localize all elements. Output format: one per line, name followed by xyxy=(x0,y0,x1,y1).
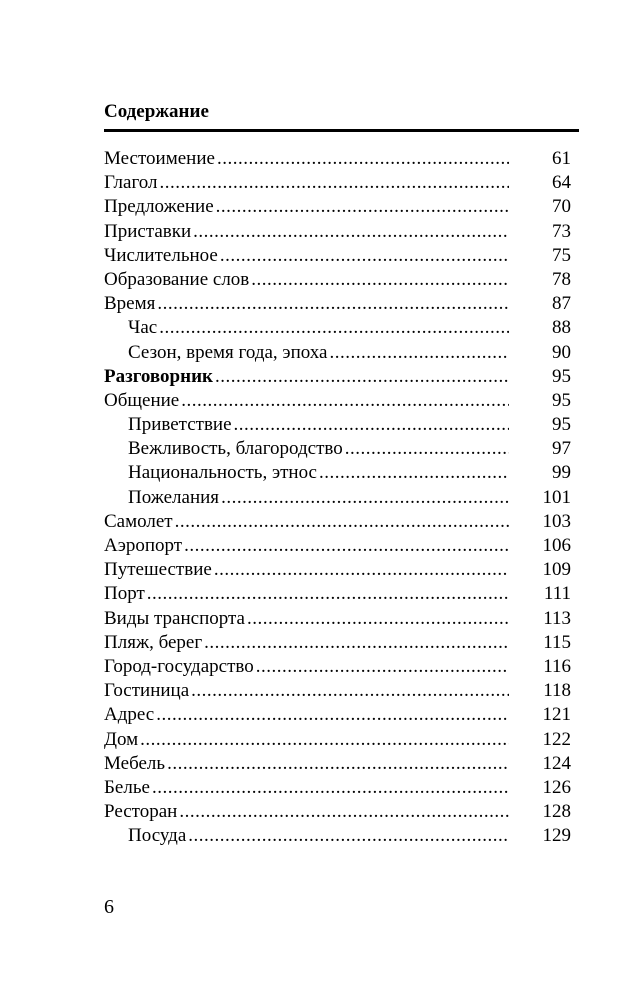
toc-entry xyxy=(104,752,571,776)
dot-leader xyxy=(175,510,509,534)
toc-entry-page: 73 xyxy=(552,220,571,242)
toc-entry xyxy=(104,244,571,268)
toc-entry-page: 116 xyxy=(543,655,571,677)
toc-entry xyxy=(104,389,571,413)
toc-entry-page: 115 xyxy=(543,631,571,653)
dot-leader xyxy=(256,655,509,679)
toc-entry xyxy=(104,703,571,727)
dot-leader xyxy=(156,703,509,727)
toc-entry-title: Порт xyxy=(104,583,145,605)
dot-leader xyxy=(167,752,509,776)
toc-entry-page: 128 xyxy=(542,801,571,823)
dot-leader xyxy=(160,171,509,195)
dot-leader xyxy=(204,631,509,655)
toc-entry-title: Сезон, время года, эпоха xyxy=(128,341,328,363)
toc-entry-page: 126 xyxy=(542,776,571,798)
toc-entry xyxy=(104,171,571,195)
toc-entry-title: Местоимение xyxy=(104,148,215,169)
toc-entry-title: Разговорник xyxy=(104,365,213,387)
dot-leader xyxy=(319,461,509,485)
toc-entry-title: Образование слов xyxy=(104,268,250,290)
toc-entry-title: Час xyxy=(128,317,158,339)
dot-leader xyxy=(247,607,509,631)
dot-leader xyxy=(184,534,509,558)
toc-entry-page: 78 xyxy=(552,268,571,290)
toc-entry-page: 101 xyxy=(542,486,571,508)
toc-entry-page: 121 xyxy=(542,704,571,726)
dot-leader xyxy=(215,365,509,389)
toc-entry-page: 87 xyxy=(552,293,571,315)
table-of-contents xyxy=(104,147,571,848)
toc-entry xyxy=(104,582,571,606)
toc-entry-title: Дом xyxy=(104,728,139,750)
dot-leader xyxy=(329,341,509,365)
toc-entry-page: 90 xyxy=(552,341,571,363)
toc-entry-page: 113 xyxy=(543,607,571,629)
toc-entry xyxy=(104,437,571,461)
dot-leader xyxy=(193,220,509,244)
toc-entry-title: Самолет xyxy=(104,510,173,532)
dot-leader xyxy=(345,437,509,461)
toc-entry-page: 75 xyxy=(552,244,571,266)
dot-leader xyxy=(181,389,509,413)
toc-entry xyxy=(104,655,571,679)
toc-entry-title: Приставки xyxy=(104,220,192,242)
toc-entry-title: Посуда xyxy=(128,825,187,847)
dot-leader xyxy=(147,582,509,606)
toc-entry xyxy=(104,413,571,437)
toc-entry-page: 99 xyxy=(552,462,571,484)
dot-leader xyxy=(157,292,509,316)
dot-leader xyxy=(220,244,509,268)
toc-entry-title: Числительное xyxy=(104,244,218,266)
dot-leader xyxy=(216,195,509,219)
toc-entry xyxy=(104,607,571,631)
toc-entry-page: 88 xyxy=(552,317,571,339)
page-number: 6 xyxy=(104,896,114,918)
toc-entry-page: 122 xyxy=(542,728,571,750)
dot-leader xyxy=(234,413,509,437)
dot-leader xyxy=(251,268,509,292)
toc-entry-page: 61 xyxy=(552,148,571,169)
heading-rule xyxy=(104,129,579,132)
toc-entry-page: 106 xyxy=(542,535,571,556)
toc-entry-title: Глагол xyxy=(104,172,158,194)
toc-entry xyxy=(104,534,571,558)
toc-entry-title: Вежливость, благородство xyxy=(128,438,343,460)
toc-entry-page: 95 xyxy=(552,365,571,387)
dot-leader xyxy=(188,824,509,848)
toc-entry xyxy=(104,147,571,171)
toc-entry-title: Пляж, берег xyxy=(104,631,203,653)
toc-entry-title: Приветствие xyxy=(128,414,232,436)
toc-entry-page: 95 xyxy=(552,389,571,411)
toc-entry-page: 64 xyxy=(552,172,571,194)
toc-entry-page: 103 xyxy=(542,510,571,532)
toc-entry-title: Гостиница xyxy=(104,680,190,702)
toc-entry-page: 111 xyxy=(543,583,571,605)
dot-leader xyxy=(221,486,509,510)
toc-entry xyxy=(104,776,571,800)
toc-entry xyxy=(104,631,571,655)
contents-heading: Содержание xyxy=(104,101,209,122)
toc-entry xyxy=(104,341,571,365)
toc-entry-page: 70 xyxy=(552,196,571,218)
toc-entry-title: Предложение xyxy=(104,196,214,218)
toc-entry xyxy=(104,728,571,752)
toc-entry-page: 124 xyxy=(542,752,571,774)
toc-entry-page: 118 xyxy=(543,680,571,702)
dot-leader xyxy=(140,728,509,752)
dot-leader xyxy=(179,800,509,824)
toc-entry-title: Адрес xyxy=(104,704,155,726)
dot-leader xyxy=(214,558,509,582)
toc-entry xyxy=(104,268,571,292)
dot-leader xyxy=(159,316,509,340)
toc-entry xyxy=(104,292,571,316)
toc-entry-title: Путешествие xyxy=(104,559,212,581)
toc-entry-page: 95 xyxy=(552,414,571,436)
toc-entry-title: Пожелания xyxy=(128,486,220,508)
toc-entry-title: Мебель xyxy=(104,752,166,774)
toc-entry-page: 129 xyxy=(542,825,571,847)
toc-entry xyxy=(104,824,571,848)
toc-entry-title: Национальность, этнос xyxy=(128,462,317,484)
toc-entry xyxy=(104,679,571,703)
toc-entry xyxy=(104,316,571,340)
toc-entry xyxy=(104,510,571,534)
dot-leader xyxy=(191,679,509,703)
dot-leader xyxy=(217,147,509,171)
toc-entry-title: Виды транспорта xyxy=(104,607,245,629)
toc-entry-title: Белье xyxy=(104,776,150,798)
toc-entry xyxy=(104,800,571,824)
toc-entry-page: 109 xyxy=(542,559,571,581)
toc-entry-title: Аэропорт xyxy=(104,535,183,556)
toc-entry xyxy=(104,195,571,219)
toc-entry-title: Время xyxy=(104,293,156,315)
toc-entry xyxy=(104,461,571,485)
toc-entry-title: Общение xyxy=(104,389,180,411)
toc-entry-title: Город-государство xyxy=(104,655,254,677)
toc-entry-page: 97 xyxy=(552,438,571,460)
toc-entry-title: Ресторан xyxy=(104,801,178,823)
dot-leader xyxy=(152,776,509,800)
toc-entry xyxy=(104,558,571,582)
toc-entry xyxy=(104,486,571,510)
toc-entry xyxy=(104,220,571,244)
toc-entry xyxy=(104,365,571,389)
